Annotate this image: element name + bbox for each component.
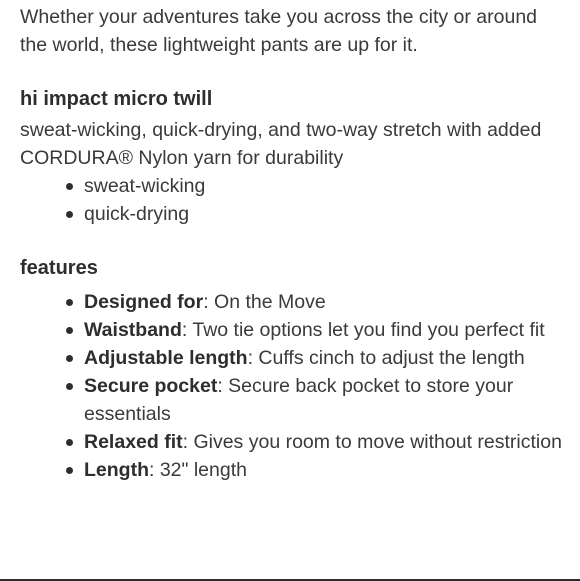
feature-name: Designed for bbox=[84, 291, 204, 313]
feature-name: Length bbox=[84, 459, 149, 481]
feature-item-waistband bbox=[20, 316, 565, 344]
fabric-heading: hi impact micro twill bbox=[20, 88, 213, 110]
feature-text: : Gives you room to move without restriction bbox=[182, 431, 562, 453]
feature-name: Waistband bbox=[84, 319, 182, 341]
features-heading: features bbox=[20, 257, 98, 279]
list-item bbox=[20, 200, 565, 228]
feature-item-adjustable-length bbox=[20, 344, 565, 372]
fabric-bullet-list bbox=[20, 172, 565, 228]
list-item bbox=[20, 172, 565, 200]
feature-name: Relaxed fit bbox=[84, 431, 183, 453]
intro-paragraph: Whether your adventures take you across the city or around the world, these lightweight pants are up for it. bbox=[20, 6, 538, 56]
feature-item-secure-pocket bbox=[20, 372, 565, 428]
feature-name: Adjustable length bbox=[84, 347, 248, 369]
list-item-text: sweat-wicking bbox=[84, 175, 206, 197]
feature-item-length bbox=[20, 456, 565, 484]
list-item-text: quick-drying bbox=[84, 203, 190, 225]
feature-text: : Cuffs cinch to adjust the length bbox=[247, 347, 525, 369]
feature-text: : On the Move bbox=[203, 291, 326, 313]
product-description bbox=[20, 3, 565, 484]
feature-text: : 32" length bbox=[148, 459, 247, 481]
feature-item-relaxed-fit bbox=[20, 428, 565, 456]
feature-text: : Two tie options let you find you perfect fit bbox=[181, 319, 545, 341]
feature-item-designed-for bbox=[20, 288, 565, 316]
feature-text: : Secure back pocket to store your essentials bbox=[84, 375, 514, 425]
fabric-description: sweat-wicking, quick-drying, and two-way stretch with added CORDURA® Nylon yarn for durability bbox=[20, 119, 542, 169]
feature-name: Secure pocket bbox=[84, 375, 218, 397]
features-list bbox=[20, 288, 565, 484]
